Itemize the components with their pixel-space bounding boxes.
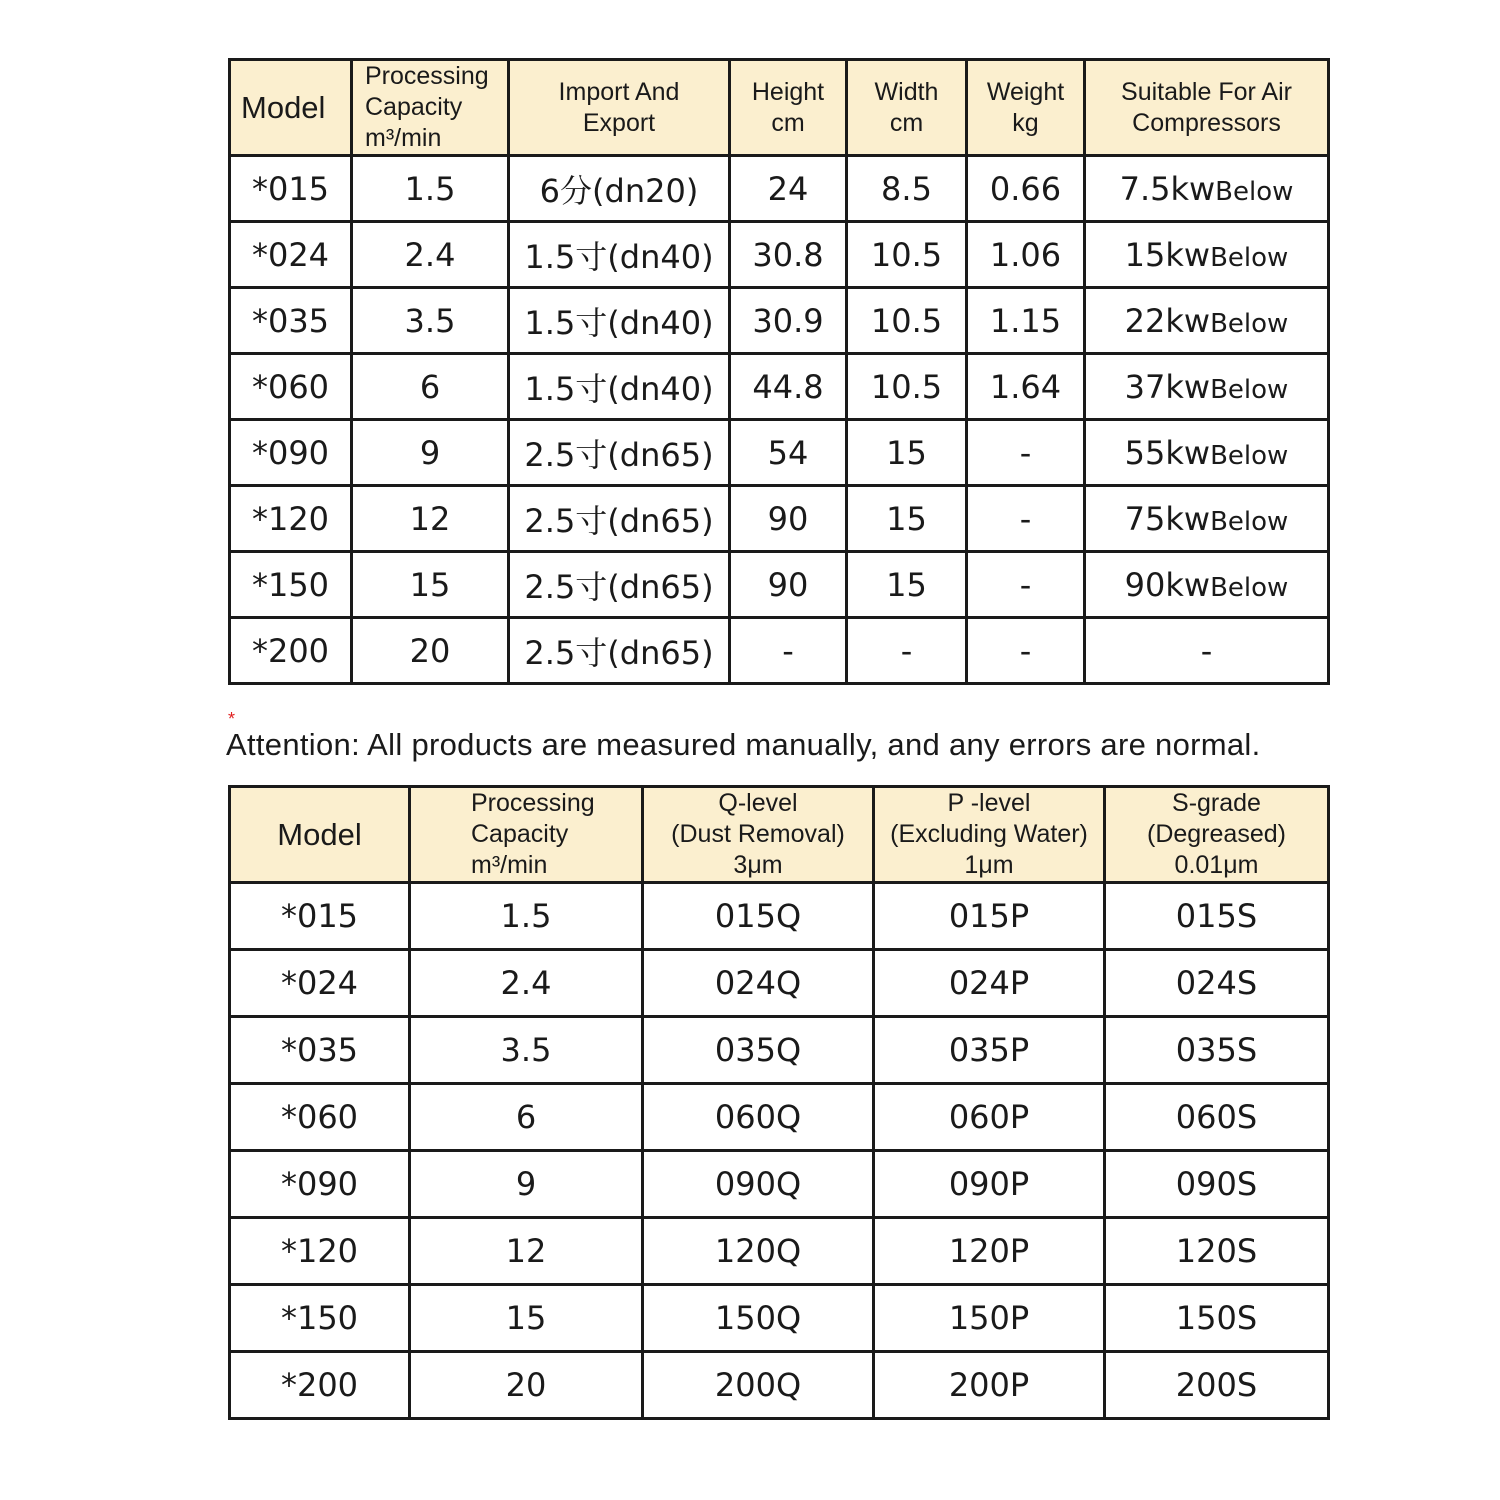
cell-model: *015 xyxy=(230,883,410,950)
cell-weight: 0.66 xyxy=(967,156,1085,222)
table-row xyxy=(230,1017,1329,1084)
cell-capacity: 20 xyxy=(410,1352,643,1419)
cell-height: 54 xyxy=(730,420,847,486)
power-value: 7.5kw xyxy=(1119,169,1216,208)
table-row xyxy=(230,354,1329,420)
table-row xyxy=(230,883,1329,950)
header-height: Height cm xyxy=(730,60,847,156)
cell-model: *120 xyxy=(230,1218,410,1285)
cell-capacity: 1.5 xyxy=(352,156,509,222)
cell-height: 44.8 xyxy=(730,354,847,420)
cell-height: 90 xyxy=(730,552,847,618)
table-row xyxy=(230,222,1329,288)
attention-star: * xyxy=(228,709,236,729)
cell-import-export: 6分(dn20) xyxy=(509,156,730,222)
cell-weight: 1.06 xyxy=(967,222,1085,288)
cell-suitable-compressors xyxy=(1085,420,1329,486)
power-suffix: Below xyxy=(1210,308,1289,339)
cell-suitable-compressors xyxy=(1085,486,1329,552)
cell-capacity: 3.5 xyxy=(352,288,509,354)
power-value: 90kw xyxy=(1124,565,1211,604)
cell-p-level: 060P xyxy=(874,1084,1105,1151)
cell-p-level: 200P xyxy=(874,1352,1105,1419)
table-row xyxy=(230,1352,1329,1419)
cell-width: 15 xyxy=(847,486,967,552)
spec-table-dimensions xyxy=(228,58,1330,685)
cell-width: 10.5 xyxy=(847,288,967,354)
cell-capacity: 6 xyxy=(410,1084,643,1151)
power-value: 15kw xyxy=(1124,235,1211,274)
header-processing-capacity: Processing Capacity m³/min xyxy=(410,787,643,883)
header-s-grade: S-grade (Degreased) 0.01μm xyxy=(1105,787,1329,883)
cell-height: 90 xyxy=(730,486,847,552)
cell-p-level: 035P xyxy=(874,1017,1105,1084)
cell-model: *090 xyxy=(230,1151,410,1218)
power-suffix: Below xyxy=(1210,242,1289,273)
header-processing-capacity: Processing Capacity m³/min xyxy=(352,60,509,156)
cell-capacity: 20 xyxy=(352,618,509,684)
cell-weight: 1.64 xyxy=(967,354,1085,420)
cell-width: 8.5 xyxy=(847,156,967,222)
cell-q-level: 120Q xyxy=(643,1218,874,1285)
cell-width: - xyxy=(847,618,967,684)
cell-capacity: 1.5 xyxy=(410,883,643,950)
cell-model: *090 xyxy=(230,420,352,486)
cell-q-level: 200Q xyxy=(643,1352,874,1419)
cell-q-level: 090Q xyxy=(643,1151,874,1218)
cell-height: 24 xyxy=(730,156,847,222)
table-row xyxy=(230,1285,1329,1352)
cell-q-level: 015Q xyxy=(643,883,874,950)
table-row xyxy=(230,288,1329,354)
cell-s-grade: 024S xyxy=(1105,950,1329,1017)
table-row xyxy=(230,486,1329,552)
power-value: 22kw xyxy=(1124,301,1211,340)
cell-suitable-compressors xyxy=(1085,552,1329,618)
cell-model: *200 xyxy=(230,618,352,684)
cell-import-export: 2.5寸(dn65) xyxy=(509,486,730,552)
cell-capacity: 15 xyxy=(410,1285,643,1352)
cell-capacity: 15 xyxy=(352,552,509,618)
header-model: Model xyxy=(230,787,410,883)
power-value: - xyxy=(1200,631,1213,670)
cell-suitable-compressors xyxy=(1085,618,1329,684)
cell-capacity: 6 xyxy=(352,354,509,420)
cell-width: 10.5 xyxy=(847,354,967,420)
cell-import-export: 2.5寸(dn65) xyxy=(509,618,730,684)
cell-p-level: 015P xyxy=(874,883,1105,950)
cell-q-level: 035Q xyxy=(643,1017,874,1084)
table-row xyxy=(230,156,1329,222)
cell-suitable-compressors xyxy=(1085,354,1329,420)
cell-height: - xyxy=(730,618,847,684)
cell-s-grade: 120S xyxy=(1105,1218,1329,1285)
attention-note: Attention: All products are measured manually, and any errors are normal. xyxy=(226,727,1261,762)
header-model: Model xyxy=(230,60,352,156)
cell-suitable-compressors xyxy=(1085,288,1329,354)
spec-table-grades xyxy=(228,785,1330,1420)
table-row xyxy=(230,1084,1329,1151)
cell-capacity: 3.5 xyxy=(410,1017,643,1084)
cell-model: *015 xyxy=(230,156,352,222)
power-value: 55kw xyxy=(1124,433,1211,472)
power-suffix: Below xyxy=(1210,440,1289,471)
cell-import-export: 2.5寸(dn65) xyxy=(509,552,730,618)
cell-width: 10.5 xyxy=(847,222,967,288)
cell-model: *200 xyxy=(230,1352,410,1419)
power-suffix: Below xyxy=(1215,176,1294,207)
cell-capacity: 2.4 xyxy=(352,222,509,288)
cell-model: *060 xyxy=(230,1084,410,1151)
cell-weight: - xyxy=(967,420,1085,486)
cell-s-grade: 035S xyxy=(1105,1017,1329,1084)
header-weight: Weight kg xyxy=(967,60,1085,156)
cell-model: *150 xyxy=(230,552,352,618)
header-suitable-compressors: Suitable For Air Compressors xyxy=(1085,60,1329,156)
table-row xyxy=(230,420,1329,486)
cell-weight: - xyxy=(967,486,1085,552)
power-suffix: Below xyxy=(1210,506,1289,537)
cell-p-level: 120P xyxy=(874,1218,1105,1285)
header-width: Width cm xyxy=(847,60,967,156)
cell-import-export: 1.5寸(dn40) xyxy=(509,354,730,420)
cell-height: 30.8 xyxy=(730,222,847,288)
table-header-row xyxy=(230,787,1329,883)
power-suffix: Below xyxy=(1210,374,1289,405)
cell-p-level: 090P xyxy=(874,1151,1105,1218)
power-value: 37kw xyxy=(1124,367,1211,406)
header-p-level: P -level (Excluding Water) 1μm xyxy=(874,787,1105,883)
cell-import-export: 1.5寸(dn40) xyxy=(509,222,730,288)
header-q-level: Q-level (Dust Removal) 3μm xyxy=(643,787,874,883)
cell-model: *035 xyxy=(230,1017,410,1084)
power-suffix: Below xyxy=(1210,572,1289,603)
table-row xyxy=(230,1218,1329,1285)
cell-import-export: 1.5寸(dn40) xyxy=(509,288,730,354)
cell-s-grade: 015S xyxy=(1105,883,1329,950)
cell-q-level: 024Q xyxy=(643,950,874,1017)
cell-model: *120 xyxy=(230,486,352,552)
cell-q-level: 060Q xyxy=(643,1084,874,1151)
cell-model: *024 xyxy=(230,222,352,288)
table-row xyxy=(230,552,1329,618)
table-header-row xyxy=(230,60,1329,156)
cell-suitable-compressors xyxy=(1085,222,1329,288)
table-row xyxy=(230,618,1329,684)
cell-capacity: 9 xyxy=(352,420,509,486)
cell-height: 30.9 xyxy=(730,288,847,354)
cell-s-grade: 200S xyxy=(1105,1352,1329,1419)
cell-model: *060 xyxy=(230,354,352,420)
cell-s-grade: 060S xyxy=(1105,1084,1329,1151)
cell-model: *024 xyxy=(230,950,410,1017)
cell-model: *150 xyxy=(230,1285,410,1352)
cell-suitable-compressors xyxy=(1085,156,1329,222)
cell-capacity: 12 xyxy=(352,486,509,552)
cell-s-grade: 150S xyxy=(1105,1285,1329,1352)
cell-weight: - xyxy=(967,618,1085,684)
cell-capacity: 12 xyxy=(410,1218,643,1285)
cell-weight: 1.15 xyxy=(967,288,1085,354)
cell-model: *035 xyxy=(230,288,352,354)
header-import-export: Import And Export xyxy=(509,60,730,156)
cell-width: 15 xyxy=(847,420,967,486)
cell-p-level: 150P xyxy=(874,1285,1105,1352)
cell-capacity: 9 xyxy=(410,1151,643,1218)
cell-p-level: 024P xyxy=(874,950,1105,1017)
cell-width: 15 xyxy=(847,552,967,618)
cell-q-level: 150Q xyxy=(643,1285,874,1352)
cell-import-export: 2.5寸(dn65) xyxy=(509,420,730,486)
table-row xyxy=(230,1151,1329,1218)
cell-weight: - xyxy=(967,552,1085,618)
cell-capacity: 2.4 xyxy=(410,950,643,1017)
table-row xyxy=(230,950,1329,1017)
power-value: 75kw xyxy=(1124,499,1211,538)
cell-s-grade: 090S xyxy=(1105,1151,1329,1218)
